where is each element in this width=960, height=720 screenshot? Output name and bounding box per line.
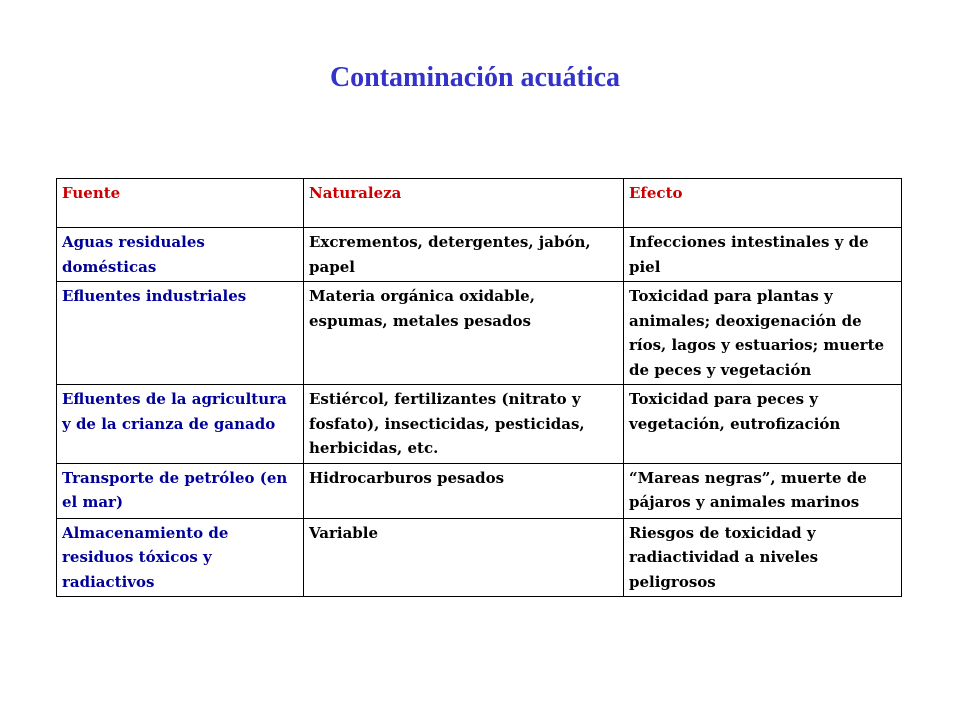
cell-efecto: Toxicidad para plantas y animales; deoxigenación de ríos, lagos y estuarios; muerte de peces y vegetación xyxy=(624,282,902,385)
table-row xyxy=(57,463,902,518)
cell-fuente: Transporte de petróleo (en el mar) xyxy=(57,463,304,518)
cell-fuente: Efluentes de la agricultura y de la crianza de ganado xyxy=(57,385,304,464)
cell-efecto: “Mareas negras”, muerte de pájaros y animales marinos xyxy=(624,463,902,518)
cell-fuente: Aguas residuales domésticas xyxy=(57,228,304,282)
table-row xyxy=(57,228,902,282)
cell-efecto: Infecciones intestinales y de piel xyxy=(624,228,902,282)
cell-naturaleza: Excrementos, detergentes, jabón, papel xyxy=(304,228,624,282)
table-row xyxy=(57,282,902,385)
page-title: Contaminación acuática xyxy=(329,62,621,93)
table-header-row xyxy=(57,179,902,228)
header-fuente: Fuente xyxy=(57,179,304,228)
cell-fuente: Almacenamiento de residuos tóxicos y radiactivos xyxy=(57,518,304,597)
cell-naturaleza: Estiércol, fertilizantes (nitrato y fosfato), insecticidas, pesticidas, herbicidas, etc. xyxy=(304,385,624,464)
pollution-table xyxy=(56,178,902,597)
cell-efecto: Riesgos de toxicidad y radiactividad a niveles peligrosos xyxy=(624,518,902,597)
table-row xyxy=(57,518,902,597)
cell-fuente: Efluentes industriales xyxy=(57,282,304,385)
cell-efecto: Toxicidad para peces y vegetación, eutrofización xyxy=(624,385,902,464)
cell-naturaleza: Materia orgánica oxidable, espumas, metales pesados xyxy=(304,282,624,385)
cell-naturaleza: Variable xyxy=(304,518,624,597)
header-efecto: Efecto xyxy=(624,179,902,228)
header-naturaleza: Naturaleza xyxy=(304,179,624,228)
table-row xyxy=(57,385,902,464)
cell-naturaleza: Hidrocarburos pesados xyxy=(304,463,624,518)
